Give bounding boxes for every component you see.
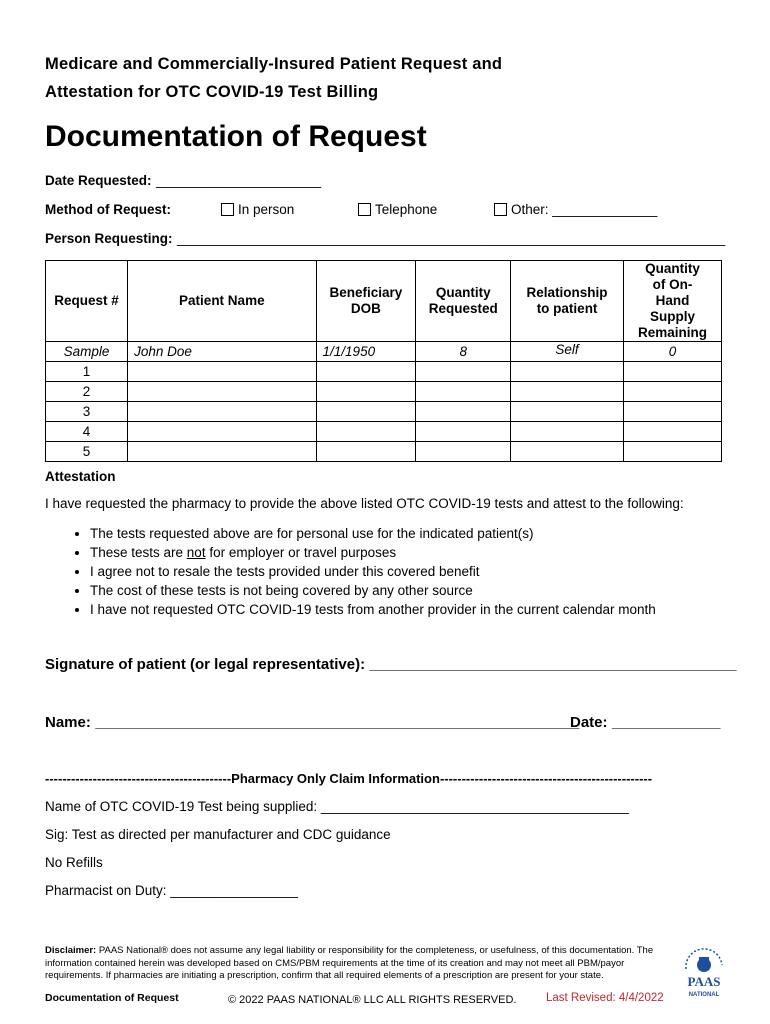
relationship-cell[interactable] <box>511 382 624 402</box>
quantity-cell[interactable] <box>416 382 511 402</box>
person-requesting-row <box>45 230 725 248</box>
date-row <box>570 714 720 732</box>
disclaimer <box>45 945 675 983</box>
dob-cell[interactable] <box>316 362 416 382</box>
attestation-list <box>45 524 656 619</box>
remaining-cell[interactable] <box>623 402 721 422</box>
date-requested-row <box>45 172 321 190</box>
person-requesting-label: Person Requesting: <box>45 231 173 246</box>
col-quantity-remaining: Quantity of On-Hand Supply Remaining <box>623 261 721 342</box>
attestation-intro: I have requested the pharmacy to provide the above listed OTC COVID-19 tests and attest to the following: <box>45 496 684 511</box>
date-label: Date: <box>570 714 608 731</box>
relationship-cell[interactable] <box>511 422 624 442</box>
checkbox-in-person[interactable] <box>221 203 234 216</box>
col-quantity-requested: Quantity Requested <box>416 261 511 342</box>
patient-name-cell[interactable] <box>128 382 316 402</box>
remaining-cell[interactable] <box>623 382 721 402</box>
table-row <box>46 382 722 402</box>
dob-cell[interactable] <box>316 422 416 442</box>
col-beneficiary-dob: Beneficiary DOB <box>316 261 416 342</box>
relationship-cell[interactable] <box>511 402 624 422</box>
patient-name-cell[interactable] <box>128 422 316 442</box>
relationship-cell[interactable] <box>511 362 624 382</box>
row-number: 3 <box>46 402 128 422</box>
row-number: 4 <box>46 422 128 442</box>
remaining-cell[interactable] <box>623 442 721 462</box>
method-option-telephone[interactable]: Telephone <box>358 202 437 217</box>
list-item: • These tests are not for employer or travel purposes <box>90 543 656 562</box>
remaining-cell[interactable] <box>623 362 721 382</box>
footer-copyright: © 2022 PAAS NATIONAL® LLC ALL RIGHTS RESERVED. <box>228 994 517 1006</box>
remaining-cell[interactable] <box>623 422 721 442</box>
dob-cell[interactable] <box>316 442 416 462</box>
svg-text:PAAS: PAAS <box>687 974 721 989</box>
attestation-heading: Attestation <box>45 469 116 484</box>
checkbox-other[interactable] <box>494 203 507 216</box>
footer-last-revised: Last Revised: 4/4/2022 <box>546 992 664 1004</box>
list-item: • I agree not to resale the tests provided under this covered benefit <box>90 562 656 581</box>
table-row <box>46 422 722 442</box>
list-item: • The tests requested above are for personal use for the indicated patient(s) <box>90 524 656 543</box>
refills-text: No Refills <box>45 855 103 870</box>
quantity-cell[interactable] <box>416 442 511 462</box>
sample-relationship: Self <box>511 342 624 362</box>
sample-patient-name: John Doe <box>128 342 316 362</box>
table-row <box>46 362 722 382</box>
patient-name-cell[interactable] <box>128 402 316 422</box>
paas-logo-icon <box>680 945 728 1000</box>
page-title: Documentation of Request <box>45 120 427 153</box>
signature-label: Signature of patient (or legal representative): <box>45 656 366 673</box>
dob-cell[interactable] <box>316 402 416 422</box>
list-item: • I have not requested OTC COVID-19 tests from another provider in the current calendar month <box>90 600 656 619</box>
name-label: Name: <box>45 714 91 731</box>
col-relationship: Relationship to patient <box>511 261 624 342</box>
test-name-row <box>45 799 629 814</box>
col-patient-name: Patient Name <box>128 261 316 342</box>
table-row <box>46 402 722 422</box>
list-item: • The cost of these tests is not being covered by any other source <box>90 581 656 600</box>
person-requesting-field[interactable]: _________________________________________________________________________ <box>176 231 726 246</box>
signature-row <box>45 656 737 674</box>
pharmacist-label: Pharmacist on Duty: <box>45 883 167 898</box>
header-line-2: Attestation for OTC COVID-19 Test Billing <box>45 83 379 101</box>
patient-name-cell[interactable] <box>128 362 316 382</box>
pharmacist-field[interactable]: _________________ <box>170 883 298 898</box>
pharmacy-divider: -------------------------------------------Pharmacy Only Claim Information------------------------------------------------- <box>45 771 653 786</box>
row-number: 2 <box>46 382 128 402</box>
method-label: Method of Request: <box>45 202 171 217</box>
test-name-label: Name of OTC COVID-19 Test being supplied: <box>45 799 318 814</box>
table-row <box>46 442 722 462</box>
name-field[interactable]: __________________________________________________________ <box>95 714 580 731</box>
dob-cell[interactable] <box>316 382 416 402</box>
table-header-row <box>46 261 722 342</box>
relationship-cell[interactable] <box>511 442 624 462</box>
date-requested-field[interactable]: ______________________ <box>155 173 322 188</box>
pharmacy-heading: Pharmacy Only Claim Information <box>231 771 440 786</box>
quantity-cell[interactable] <box>416 422 511 442</box>
other-field[interactable]: ______________ <box>552 202 658 217</box>
sample-quantity-requested: 8 <box>416 342 511 362</box>
header-line-1: Medicare and Commercially-Insured Patient Request and <box>45 55 503 73</box>
row-number: 1 <box>46 362 128 382</box>
request-table <box>45 260 722 462</box>
form-header <box>45 50 502 106</box>
pharmacist-row <box>45 883 298 898</box>
date-field[interactable]: _____________ <box>611 714 721 731</box>
sample-request-number: Sample <box>46 342 128 362</box>
sample-quantity-remaining: 0 <box>623 342 721 362</box>
method-option-other[interactable]: Other: ______________ <box>494 202 657 217</box>
disclaimer-label: Disclaimer: <box>45 945 97 956</box>
signature-field[interactable]: ____________________________________________ <box>369 656 737 673</box>
footer-doc-title: Documentation of Request <box>45 992 179 1004</box>
col-request-number: Request # <box>46 261 128 342</box>
name-row <box>45 714 579 732</box>
sample-dob: 1/1/1950 <box>316 342 416 362</box>
date-requested-label: Date Requested: <box>45 173 152 188</box>
method-option-in-person[interactable]: In person <box>221 202 294 217</box>
table-row-sample <box>46 342 722 362</box>
patient-name-cell[interactable] <box>128 442 316 462</box>
disclaimer-text: PAAS National® does not assume any legal liability or responsibility for the completeness, or usefulness, of this documentation. The information contained herein was developed based on CMS/PBM requirements at the time of its creation and may not meet all PBM/payor requirements. If pharmacies are initiating a prescription, confirm that all required elements of a prescription are present for your state. <box>45 945 654 981</box>
row-number: 5 <box>46 442 128 462</box>
svg-text:NATIONAL: NATIONAL <box>688 992 720 998</box>
quantity-cell[interactable] <box>416 362 511 382</box>
quantity-cell[interactable] <box>416 402 511 422</box>
paas-logo <box>680 945 728 1000</box>
test-name-field[interactable]: _________________________________________ <box>320 799 629 814</box>
checkbox-telephone[interactable] <box>358 203 371 216</box>
sig-instructions: Sig: Test as directed per manufacturer and CDC guidance <box>45 827 391 842</box>
